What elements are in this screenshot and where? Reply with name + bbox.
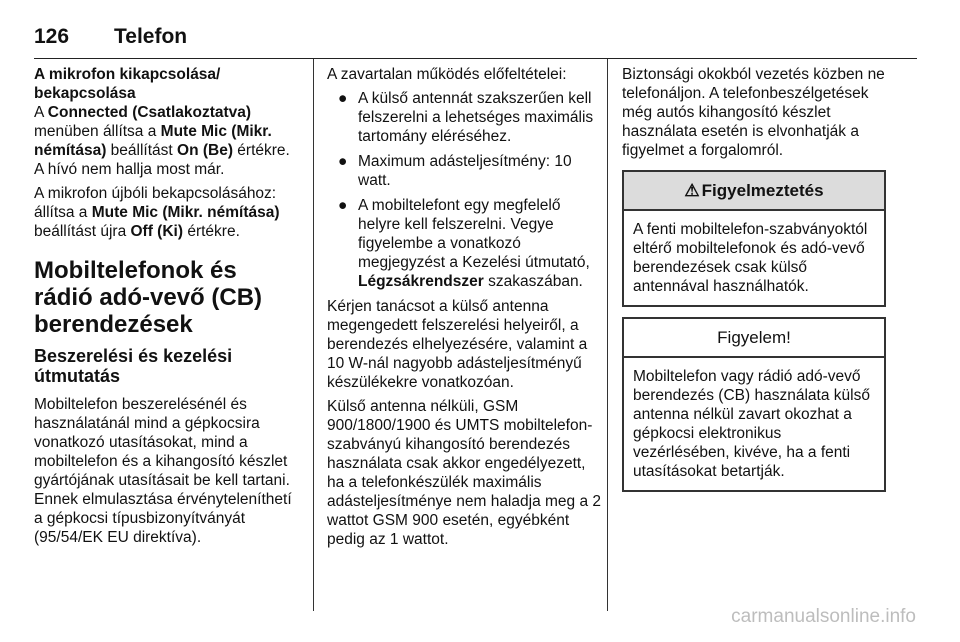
external-antenna-paragraph: Külső antenna nélküli, GSM 900/1800/1900 és UMTS mobiltelefon-szabványú kihangosító berendezés használata csak akkor engedélyezett, ha a telefonkészülék maximális adásteljesítménye nem haladja meg a 2 wattot GSM 900 esetén, egyébként pedig az 1 wattot. — [327, 398, 601, 548]
mute-heading: A mikrofon kikapcsolása/ bekapcsolása — [34, 66, 221, 102]
list-item: ● A külső antennát szakszerűen kell felszerelni a lehetséges maximális tartomány eléréséhez. — [338, 90, 594, 145]
caution-title: Figyelem! — [624, 319, 884, 358]
header-rule — [34, 58, 917, 59]
warning-triangle-icon: ⚠ — [684, 181, 700, 200]
column-3 — [622, 65, 886, 492]
page-number: 126 — [34, 25, 70, 48]
warning-header — [624, 172, 884, 211]
warning-box — [622, 170, 886, 307]
column-2 — [327, 65, 602, 554]
prerequisites-list — [327, 89, 602, 291]
installation-paragraph: Mobiltelefon beszerelésénél és használatánál mind a gépkocsira vonatkozó utasításokat, mind a mobiltelefon és a kihangosító készlet gyártójának utasításait be kell tartani. Ennek elmulasztása érvényteleníthetí a gépkocsi típusbizonyítványát (95/54/EK EU direktíva). — [34, 396, 292, 546]
bullet-icon: ● — [338, 197, 348, 214]
section-heading: Mobiltelefonok és rádió adó-vevő (CB) berendezések — [34, 257, 263, 338]
warning-body: A fenti mobiltelefon-szabványoktól eltérő mobiltelefonok és adó-vevő berendezések csak külső antennával használhatók. — [633, 221, 868, 295]
page-header — [34, 25, 187, 49]
warning-title: Figyelmeztetés — [701, 181, 824, 200]
caution-box — [622, 317, 886, 492]
safety-paragraph: Biztonsági okokból vezetés közben ne telefonáljon. A telefonbeszélgetések még autós kihangosító készlet használata esetén is elvonhatják a figyelmet a forgalomról. — [622, 66, 885, 159]
subsection-heading: Beszerelési és kezelési útmutatás — [34, 346, 233, 386]
column-divider-1 — [313, 59, 314, 611]
column-1 — [34, 65, 296, 552]
antenna-advice-paragraph: Kérjen tanácsot a külső antenna megengedett felszerelési helyeiről, a berendezés elhelyezésére, valamint a 10 W-nál nagyobb adásteljesítményű készülékekre vonatkozóan. — [327, 298, 588, 391]
prerequisites-intro: A zavartalan működés előfeltételei: — [327, 66, 567, 83]
list-item: ● Maximum adásteljesítmény: 10 watt. — [338, 153, 572, 189]
bullet-icon: ● — [338, 153, 348, 170]
bullet-icon: ● — [338, 90, 348, 107]
list-item: ● A mobiltelefont egy megfelelő helyre kell felszerelni. Vegye figyelembe a vonatkozó megjegyzést a Kezelési útmutató, Légzsákrendszer szakaszában. — [338, 197, 590, 290]
unmute-paragraph: A mikrofon újbóli bekapcsolásához: állítsa a Mute Mic (Mikr. némítása) beállítást újra Off (Ki) értékre. — [34, 185, 280, 240]
section-title: Telefon — [114, 25, 188, 48]
mute-paragraph: A Connected (Csatlakoztatva) menüben állítsa a Mute Mic (Mikr. némítása) beállítást On (Be) értékre. A hívó nem hallja most már. — [34, 104, 290, 178]
column-divider-2 — [607, 59, 608, 611]
caution-body: Mobiltelefon vagy rádió adó-vevő berendezés (CB) használata külső antenna nélkül zavart okozhat a gépkocsi elektronikus vezérlésében, kivéve, ha a fenti utasításokat betartják. — [633, 368, 870, 480]
watermark: carmanualsonline.info — [731, 606, 916, 627]
